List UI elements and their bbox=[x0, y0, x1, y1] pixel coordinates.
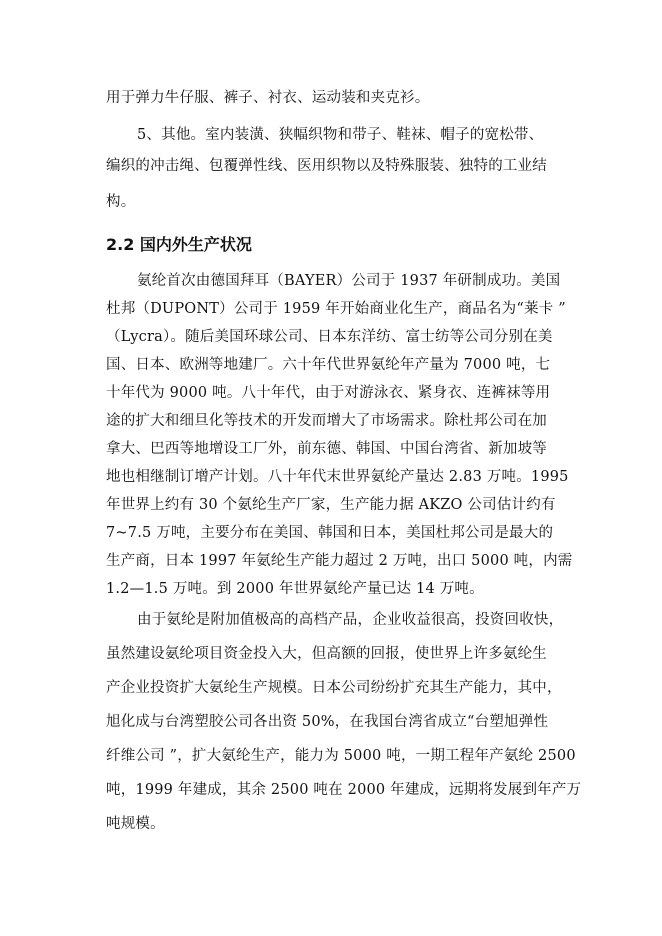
text-line: 1.2—1.5 万吨。到 2000 年世界氨纶产量已达 14 万吨。 bbox=[106, 581, 484, 597]
section-heading: 2.2 国内外生产状况 bbox=[106, 235, 252, 254]
text-line: 由于氨纶是附加值极高的高档产品，企业收益很高，投资回收快， bbox=[137, 612, 564, 628]
text-line: 产企业投资扩大氨纶生产规模。日本公司纷纷扩充其生产能力，其中， bbox=[106, 680, 562, 696]
text-line: 杜邦（DUPONT）公司于 1959 年开始商业化生产，商品名为“莱卡 ” bbox=[106, 301, 566, 317]
text-line: 氨纶首次由德国拜耳（BAYER）公司于 1937 年研制成功。美国 bbox=[137, 273, 561, 289]
text-line: 7~7.5 万吨，主要分布在美国、韩国和日本，美国杜邦公司是最大的 bbox=[106, 525, 554, 541]
text-line: 旭化成与台湾塑胶公司各出资 50%，在我国台湾省成立“台塑旭弹性 bbox=[106, 714, 549, 730]
text-line: （Lycra）。随后美国环球公司、日本东洋纺、富士纺等公司分别在美 bbox=[106, 329, 553, 345]
text-line: 途的扩大和细旦化等技术的开发而增大了市场需求。除杜邦公司在加 bbox=[106, 413, 547, 429]
text-line: 虽然建设氨纶项目资金投入大，但高额的回报，使世界上许多氨纶生 bbox=[106, 646, 547, 662]
text-line: 十年代为 9000 吨。八十年代，由于对游泳衣、紧身衣、连裤袜等用 bbox=[106, 385, 551, 401]
text-line: 生产商，日本 1997 年氨纶生产能力超过 2 万吨，出口 5000 吨，内需 bbox=[106, 553, 573, 569]
text-line: 5、其他。室内装潢、狭幅织物和带子、鞋袜、帽子的宽松带、 bbox=[137, 127, 544, 143]
text-line: 吨，1999 年建成，其余 2500 吨在 2000 年建成，远期将发展到年产万 bbox=[106, 782, 582, 798]
text-line: 编织的冲击绳、包覆弹性线、医用织物以及特殊服装、独特的工业结 bbox=[106, 158, 547, 174]
text-line: 国、日本、欧洲等地建厂。六十年代世界氨纶年产量为 7000 吨，七 bbox=[106, 357, 551, 373]
text-line: 年世界上约有 30 个氨纶生产厂家，生产能力据 AKZO 公司估计约有 bbox=[106, 497, 556, 513]
text-line: 拿大、巴西等地增设工厂外，前东德、韩国、中国台湾省、新加坡等 bbox=[106, 441, 547, 457]
text-line: 构。 bbox=[106, 194, 136, 210]
text-line: 用于弹力牛仔服、裤子、衬衣、运动装和夹克衫。 bbox=[106, 90, 430, 106]
text-line: 吨规模。 bbox=[106, 816, 165, 832]
text-line: 纤维公司 ”，扩大氨纶生产，能力为 5000 吨，一期工程年产氨纶 2500 bbox=[106, 748, 576, 764]
text-line: 地也相继制订增产计划。八十年代末世界氨纶产量达 2.83 万吨。1995 bbox=[106, 469, 569, 485]
